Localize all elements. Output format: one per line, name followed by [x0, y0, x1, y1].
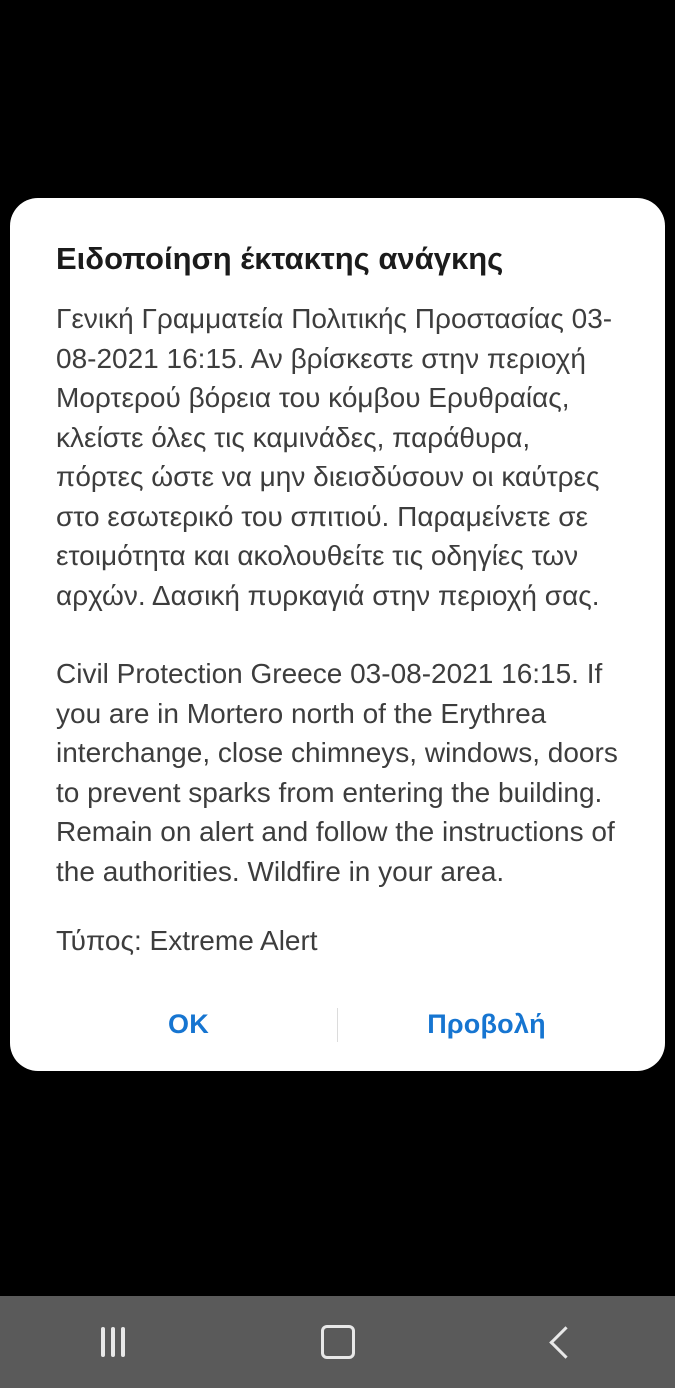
dialog-actions — [40, 979, 635, 1071]
screen-bottom-background — [0, 1246, 675, 1296]
home-button[interactable] — [278, 1296, 398, 1388]
emergency-alert-dialog — [10, 198, 665, 1071]
home-icon — [321, 1325, 355, 1359]
alert-message-greek: Γενική Γραμματεία Πολιτικής Προστασίας 03-08-2021 16:15. Αν βρίσκεστε στην περιοχή Μορτερού βόρεια του κόμβου Ερυθραίας, κλείστε όλες τις καμινάδες, παράθυρα, πόρτες ώστε να μην διεισδύσουν οι καύτρες στο εσωτερικό του σπιτιού. Παραμείνετε σε ετοιμότητα και ακολουθείτε τις οδηγίες των αρχών. Δασική πυρκαγιά στην περιοχή σας. — [56, 303, 613, 611]
alert-type-label: Τύπος: Extreme Alert — [56, 925, 318, 957]
recents-icon — [101, 1327, 125, 1357]
view-button[interactable]: Προβολή — [338, 991, 635, 1058]
back-button[interactable] — [503, 1296, 623, 1388]
dialog-title: Ειδοποίηση έκτακτης ανάγκης — [56, 241, 504, 276]
alert-message-english: Civil Protection Greece 03-08-2021 16:15. If you are in Mortero north of the Erythrea interchange, close chimneys, windows, doors to prevent sparks from entering the building. Remain on alert and follow the instructions of the authorities. Wildfire in your area. — [56, 658, 626, 887]
ok-button[interactable]: OK — [40, 991, 337, 1058]
system-navigation-bar — [0, 1296, 675, 1388]
recents-button[interactable] — [53, 1296, 173, 1388]
back-icon — [549, 1326, 582, 1359]
